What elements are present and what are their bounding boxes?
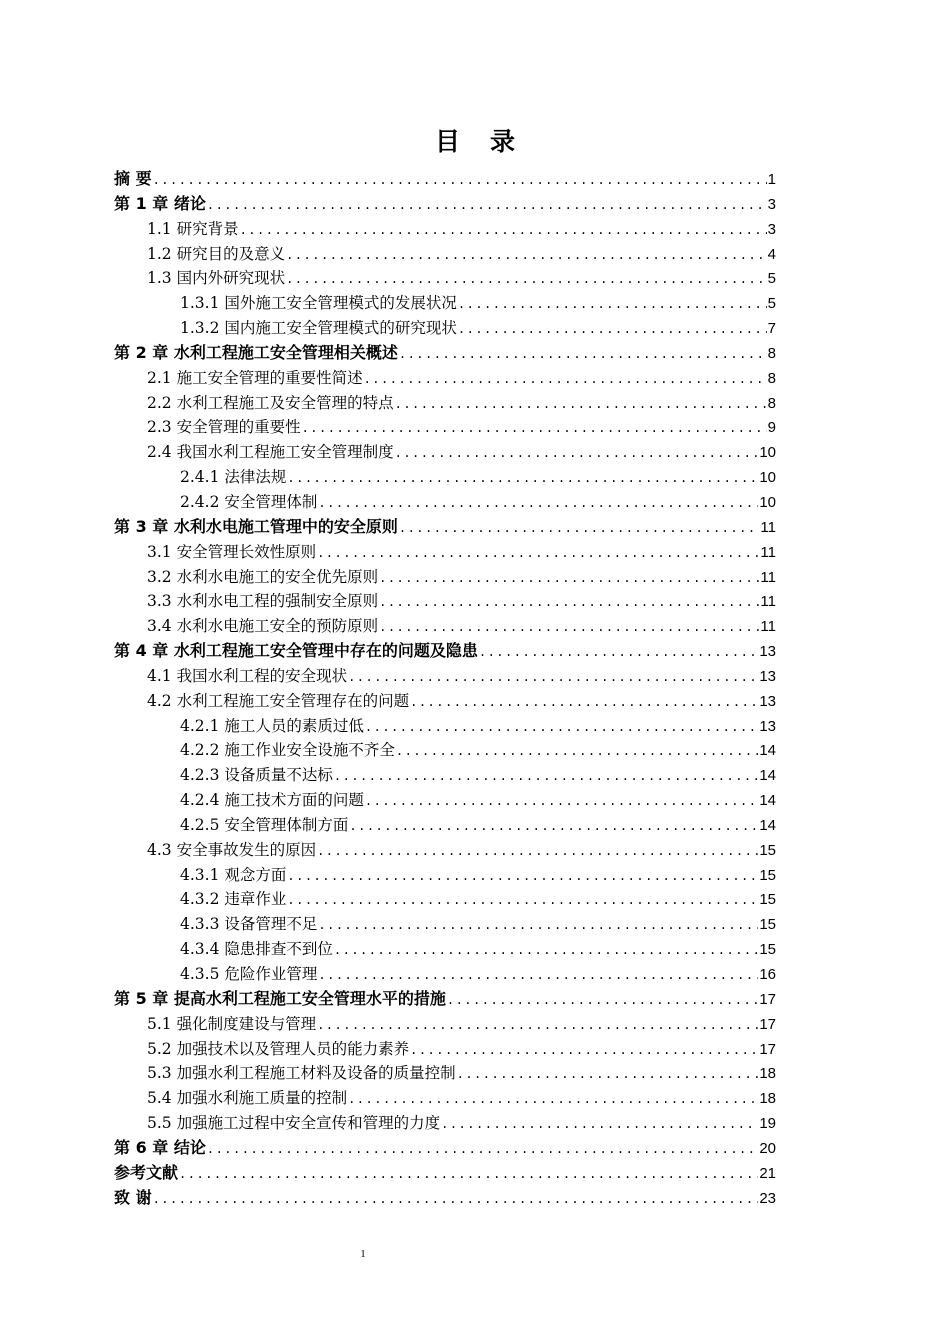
- toc-entry[interactable]: [114, 1186, 776, 1211]
- toc-entry[interactable]: [114, 614, 776, 639]
- toc-entry-page: 8: [767, 369, 776, 387]
- toc-entry-page: 19: [759, 1115, 776, 1133]
- toc-entry-label: 4.2.3 设备质量不达标: [180, 766, 333, 785]
- toc-entry-page: 15: [759, 891, 776, 909]
- toc-entry[interactable]: [114, 838, 776, 863]
- toc-leader-dots: [447, 988, 758, 1012]
- toc-entry-label: 1.3.1 国外施工安全管理模式的发展状况: [180, 294, 457, 313]
- toc-entry-label: 1.2 研究目的及意义: [147, 244, 286, 263]
- toc-leader-dots: [457, 1062, 759, 1086]
- toc-entry[interactable]: [114, 366, 776, 391]
- toc-entry[interactable]: [114, 689, 776, 714]
- toc-entry[interactable]: [114, 738, 776, 763]
- toc-leader-dots: [287, 888, 758, 912]
- toc-entry[interactable]: [114, 714, 776, 739]
- toc-entry-label: 4.1 我国水利工程的安全现状: [147, 666, 348, 685]
- toc-entry-label: 3.1 安全管理长效性原则: [147, 542, 317, 561]
- toc-leader-dots: [458, 292, 767, 316]
- toc-entry[interactable]: [114, 763, 776, 788]
- toc-entry[interactable]: [114, 1136, 776, 1161]
- toc-entry-label: 第 4 章 水利工程施工安全管理中存在的问题及隐患: [114, 641, 478, 661]
- toc-entry-page: 16: [759, 966, 776, 983]
- toc-entry-page: 21: [759, 1164, 776, 1182]
- toc-entry[interactable]: [114, 565, 776, 590]
- toc-entry-page: 13: [759, 692, 776, 710]
- toc-entry-label: 2.4.1 法律法规: [180, 468, 287, 487]
- toc-entry-label: 3.3 水利水电工程的强制安全原则: [147, 592, 379, 611]
- toc-entry[interactable]: [114, 192, 776, 217]
- toc-leader-dots: [317, 541, 759, 565]
- toc-entry-page: 15: [759, 941, 776, 959]
- toc-entry-page: 14: [759, 742, 776, 760]
- toc-entry-label: 5.1 强化制度建设与管理: [147, 1014, 317, 1033]
- toc-entry[interactable]: [114, 465, 776, 490]
- toc-entry-page: 9: [767, 419, 776, 437]
- toc-leader-dots: [365, 715, 758, 739]
- toc-leader-dots: [441, 1112, 758, 1136]
- toc-entry[interactable]: [114, 912, 776, 937]
- toc-entry-page: 14: [759, 767, 776, 785]
- toc-entry[interactable]: [114, 242, 776, 267]
- toc-entry[interactable]: [114, 440, 776, 465]
- toc-entry-label: 5.4 加强水利施工质量的控制: [147, 1089, 348, 1108]
- toc-entry-label: 4.3.5 危险作业管理: [180, 965, 318, 983]
- toc-entry-label: 2.2 水利工程施工及安全管理的特点: [147, 393, 394, 412]
- toc-entry[interactable]: [114, 341, 776, 366]
- toc-entry-label: 4.2.1 施工人员的素质过低: [180, 716, 364, 735]
- toc-entry-label: 第 5 章 提高水利工程施工安全管理水平的措施: [114, 988, 446, 1008]
- toc-entry-label: 摘 要: [114, 169, 152, 188]
- toc-leader-dots: [349, 814, 758, 838]
- toc-entry-page: 3: [767, 195, 776, 213]
- toc-leader-dots: [479, 640, 758, 664]
- toc-leader-dots: [153, 1187, 759, 1211]
- toc-entry-page: 17: [759, 1015, 776, 1033]
- toc-entry[interactable]: [114, 1086, 776, 1111]
- toc-entry-page: 10: [759, 469, 776, 487]
- toc-entry-page: 7: [767, 320, 776, 338]
- toc-entry[interactable]: [114, 515, 776, 540]
- toc-entry-label: 5.3 加强水利工程施工材料及设备的质量控制: [147, 1064, 456, 1083]
- toc-entry-label: 3.2 水利水电施工的安全优先原则: [147, 567, 379, 586]
- toc-entry-page: 3: [767, 220, 776, 238]
- toc-leader-dots: [286, 243, 767, 267]
- toc-entry[interactable]: [114, 316, 776, 341]
- toc-leader-dots: [396, 739, 758, 763]
- toc-entry[interactable]: [114, 664, 776, 689]
- toc-leader-dots: [399, 342, 767, 366]
- toc-entry-page: 13: [759, 667, 776, 685]
- toc-entry-page: 10: [759, 444, 776, 462]
- toc-entry-label: 5.2 加强技术以及管理人员的能力素养: [147, 1039, 410, 1058]
- toc-entry-label: 4.2.4 施工技术方面的问题: [180, 791, 364, 810]
- toc-entry-label: 4.2.2 施工作业安全设施不齐全: [180, 741, 395, 760]
- toc-entry-page: 20: [759, 1139, 776, 1157]
- toc-entry-label: 第 1 章 绪论: [114, 193, 206, 213]
- toc-leader-dots: [153, 168, 767, 192]
- toc-leader-dots: [240, 218, 767, 242]
- toc-entry-label: 4.3 安全事故发生的原因: [147, 840, 317, 859]
- toc-entry[interactable]: [114, 291, 776, 316]
- toc-leader-dots: [286, 267, 767, 291]
- toc-entry-label: 致 谢: [114, 1187, 152, 1207]
- toc-leader-dots: [334, 938, 758, 962]
- toc-entry-page: 11: [760, 593, 776, 611]
- toc-entry[interactable]: [114, 1012, 776, 1037]
- toc-leader-dots: [317, 1013, 758, 1037]
- toc-entry-label: 4.3.2 违章作业: [180, 890, 287, 909]
- toc-entry-page: 14: [759, 816, 776, 834]
- toc-leader-dots: [458, 317, 767, 341]
- toc-entry[interactable]: [114, 415, 776, 440]
- toc-leader-dots: [348, 1087, 758, 1111]
- toc-entry[interactable]: [114, 863, 776, 888]
- toc-entry-label: 2.1 施工安全管理的重要性简述: [147, 368, 363, 387]
- toc-entry[interactable]: [114, 266, 776, 291]
- toc-leader-dots: [395, 441, 759, 465]
- page-number: 1: [360, 1248, 366, 1260]
- toc-entry-page: 11: [760, 618, 776, 636]
- toc-leader-dots: [410, 1038, 758, 1062]
- toc-entry-label: 2.4.2 安全管理体制: [180, 492, 318, 511]
- toc-entry[interactable]: [114, 540, 776, 565]
- toc-entry-page: 1: [767, 171, 776, 188]
- toc-entry-page: 15: [759, 866, 776, 884]
- toc-leader-dots: [207, 1137, 758, 1161]
- toc-entry[interactable]: [114, 639, 776, 664]
- toc-entry[interactable]: [114, 1161, 776, 1186]
- toc-entry-page: 10: [759, 493, 776, 511]
- toc-leader-dots: [207, 193, 767, 217]
- toc-entry-page: 5: [767, 295, 776, 313]
- toc-entry-label: 5.5 加强施工过程中安全宣传和管理的力度: [147, 1114, 441, 1133]
- toc-entry[interactable]: [114, 490, 776, 515]
- toc-entry-label: 第 3 章 水利水电施工管理中的安全原则: [114, 516, 398, 536]
- page-title: 目录: [434, 127, 545, 156]
- toc-entry[interactable]: [114, 1111, 776, 1136]
- toc-entry-label: 4.3.4 隐患排查不到位: [180, 940, 333, 959]
- toc-entry-page: 13: [759, 643, 776, 661]
- table-of-contents: [114, 167, 776, 1210]
- toc-leader-dots: [287, 864, 758, 888]
- toc-entry-label: 第 2 章 水利工程施工安全管理相关概述: [114, 342, 398, 362]
- toc-entry[interactable]: [114, 1061, 776, 1086]
- toc-leader-dots: [334, 764, 758, 788]
- toc-entry-label: 2.4 我国水利工程施工安全管理制度: [147, 443, 394, 462]
- toc-entry-label: 4.2.5 安全管理体制方面: [180, 815, 349, 834]
- toc-entry-page: 17: [759, 990, 776, 1008]
- toc-entry-label: 4.2 水利工程施工安全管理存在的问题: [147, 691, 410, 710]
- toc-leader-dots: [379, 590, 759, 614]
- toc-entry-label: 4.3.3 设备管理不足: [180, 915, 318, 934]
- toc-leader-dots: [348, 665, 758, 689]
- toc-entry-label: 参考文献: [114, 1162, 179, 1182]
- toc-entry-page: 14: [759, 792, 776, 810]
- toc-leader-dots: [379, 615, 759, 639]
- toc-entry-page: 4: [767, 245, 776, 263]
- toc-entry-page: 8: [767, 394, 776, 412]
- toc-entry-page: 11: [760, 543, 776, 561]
- toc-entry[interactable]: [114, 887, 776, 912]
- toc-entry[interactable]: [114, 987, 776, 1012]
- toc-entry-page: 5: [767, 270, 776, 288]
- toc-entry[interactable]: [114, 962, 776, 987]
- toc-entry-page: 17: [759, 1040, 776, 1058]
- toc-entry[interactable]: [114, 167, 776, 192]
- toc-entry[interactable]: [114, 813, 776, 838]
- toc-entry[interactable]: [114, 788, 776, 813]
- toc-leader-dots: [179, 1162, 758, 1186]
- toc-entry-label: 3.4 水利水电施工安全的预防原则: [147, 617, 379, 636]
- toc-entry-page: 11: [760, 568, 776, 586]
- toc-entry-label: 4.3.1 观念方面: [180, 865, 287, 884]
- toc-entry-page: 15: [759, 916, 776, 934]
- toc-leader-dots: [364, 367, 767, 391]
- toc-entry[interactable]: [114, 1037, 776, 1062]
- toc-leader-dots: [318, 491, 758, 515]
- toc-entry-page: 23: [759, 1189, 776, 1207]
- toc-leader-dots: [317, 839, 758, 863]
- toc-entry-label: 1.1 研究背景: [147, 219, 239, 238]
- toc-entry[interactable]: [114, 217, 776, 242]
- toc-leader-dots: [302, 416, 767, 440]
- toc-leader-dots: [395, 392, 767, 416]
- toc-entry[interactable]: [114, 589, 776, 614]
- toc-entry-page: 8: [767, 344, 776, 362]
- toc-entry-page: 11: [760, 518, 776, 536]
- toc-leader-dots: [399, 516, 760, 540]
- toc-entry-page: 18: [759, 1090, 776, 1108]
- toc-entry-page: 13: [759, 717, 776, 735]
- toc-entry-label: 第 6 章 结论: [114, 1137, 206, 1157]
- toc-entry-page: 18: [759, 1065, 776, 1083]
- toc-entry-label: 1.3 国内外研究现状: [147, 269, 286, 288]
- toc-leader-dots: [318, 913, 758, 937]
- toc-leader-dots: [365, 789, 758, 813]
- toc-leader-dots: [410, 690, 758, 714]
- toc-entry-label: 2.3 安全管理的重要性: [147, 418, 301, 437]
- toc-entry[interactable]: [114, 391, 776, 416]
- toc-entry-page: 15: [759, 841, 776, 859]
- toc-leader-dots: [379, 566, 759, 590]
- toc-leader-dots: [287, 466, 758, 490]
- toc-entry[interactable]: [114, 937, 776, 962]
- toc-leader-dots: [318, 963, 758, 987]
- toc-entry-label: 1.3.2 国内施工安全管理模式的研究现状: [180, 319, 457, 338]
